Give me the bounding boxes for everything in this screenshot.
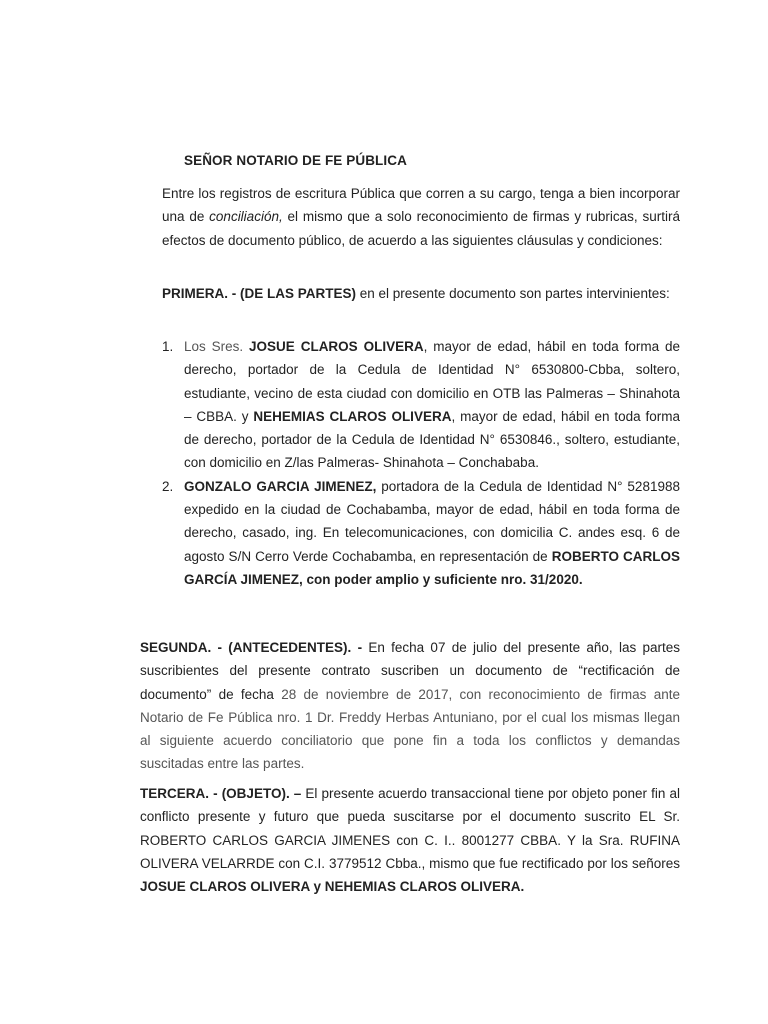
clause-primera bbox=[162, 282, 680, 305]
party-1-name-1: JOSUE CLAROS OLIVERA bbox=[249, 339, 424, 354]
document-title: SEÑOR NOTARIO DE FE PÚBLICA bbox=[184, 153, 407, 168]
clause-segunda-text-2: 28 de noviembre de 2017, con reconocimiento de firmas ante Notario de Fe Pública nro. 1 Dr. Freddy Herbas Antuniano, por el cual los mismas llegan al siguiente acuerdo conciliatorio que pone fin a toda los conflictos y demandas suscitadas entre las partes. bbox=[140, 686, 680, 772]
party-1-text-3: , mayor de edad, hábil en toda forma de derecho, portador de la Cedula de Identidad N° 6530846., soltero, estudiante, con domicilio en Z/las Palmeras- Shinahota – Conchababa. bbox=[184, 408, 680, 471]
intro-conciliation-term: conciliación, bbox=[209, 209, 283, 225]
parties-list bbox=[162, 335, 680, 591]
list-item bbox=[162, 475, 680, 591]
clause-tercera-heading: TERCERA. - (OBJETO). – bbox=[140, 786, 302, 801]
list-item-number: 2. bbox=[162, 478, 174, 494]
party-1-name-2: NEHEMIAS CLAROS OLIVERA bbox=[253, 408, 452, 424]
party-2-name-2: ROBERTO CARLOS GARCÍA JIMENEZ, con poder amplio y suficiente nro. 31/2020. bbox=[184, 548, 680, 587]
party-2-text-1: portadora de la Cedula de Identidad N° 5281988 expedido en la ciudad de Cochabamba, mayor de edad, hábil en toda forma de derecho, casado, ing. En telecomunicaciones, con domicilia C. andes esq. 6 de agosto S/N Cerro Verde Cochabamba, en representación de bbox=[184, 478, 680, 564]
clause-segunda-text-1: En fecha 07 de julio del presente año, las partes suscribientes del presente contrato suscriben un documento de “rectificación de documento” de fecha bbox=[140, 640, 680, 702]
list-item bbox=[162, 335, 680, 475]
intro-text-1: Entre los registros de escritura Pública que corren a su cargo, tenga a bien incorporar una de bbox=[162, 186, 680, 225]
clause-primera-text: en el presente documento son partes intervinientes: bbox=[356, 286, 670, 301]
list-item-number: 1. bbox=[162, 339, 174, 354]
intro-paragraph bbox=[162, 182, 680, 252]
clause-tercera-text: El presente acuerdo transaccional tiene por objeto poner fin al conflicto presente y futuro que pueda suscitarse por el documento suscrito EL Sr. ROBERTO CARLOS GARCIA JIMENES con C. I.. 8001277 CBBA. Y la Sra. RUFINA OLIVERA VELARRDE con C.I. 3779512 Cbba., mismo que fue rectificado por los señores bbox=[140, 786, 680, 871]
intro-text-2: el mismo que a solo reconocimiento de firmas y rubricas, surtirá efectos de documento público, de acuerdo a las siguientes cláusulas y condiciones: bbox=[162, 209, 680, 248]
clause-segunda bbox=[140, 636, 680, 776]
clause-segunda-heading: SEGUNDA. - (ANTECEDENTES). - bbox=[140, 640, 363, 655]
clause-tercera bbox=[140, 782, 680, 898]
clause-tercera-names: JOSUE CLAROS OLIVERA y NEHEMIAS CLAROS OLIVERA. bbox=[140, 879, 525, 895]
party-1-text-2: , mayor de edad, hábil en toda forma de derecho, portador de la Cedula de Identidad N° 6530800-Cbba, soltero, estudiante, vecino de esta ciudad con domicilio en OTB las Palmeras – Shinahota – CBBA. y bbox=[184, 339, 680, 424]
party-2-name-1: GONZALO GARCIA JIMENEZ, bbox=[184, 478, 377, 494]
clause-primera-heading: PRIMERA. - (DE LAS PARTES) bbox=[162, 286, 357, 301]
party-1-text-1: Los Sres. bbox=[184, 339, 250, 354]
